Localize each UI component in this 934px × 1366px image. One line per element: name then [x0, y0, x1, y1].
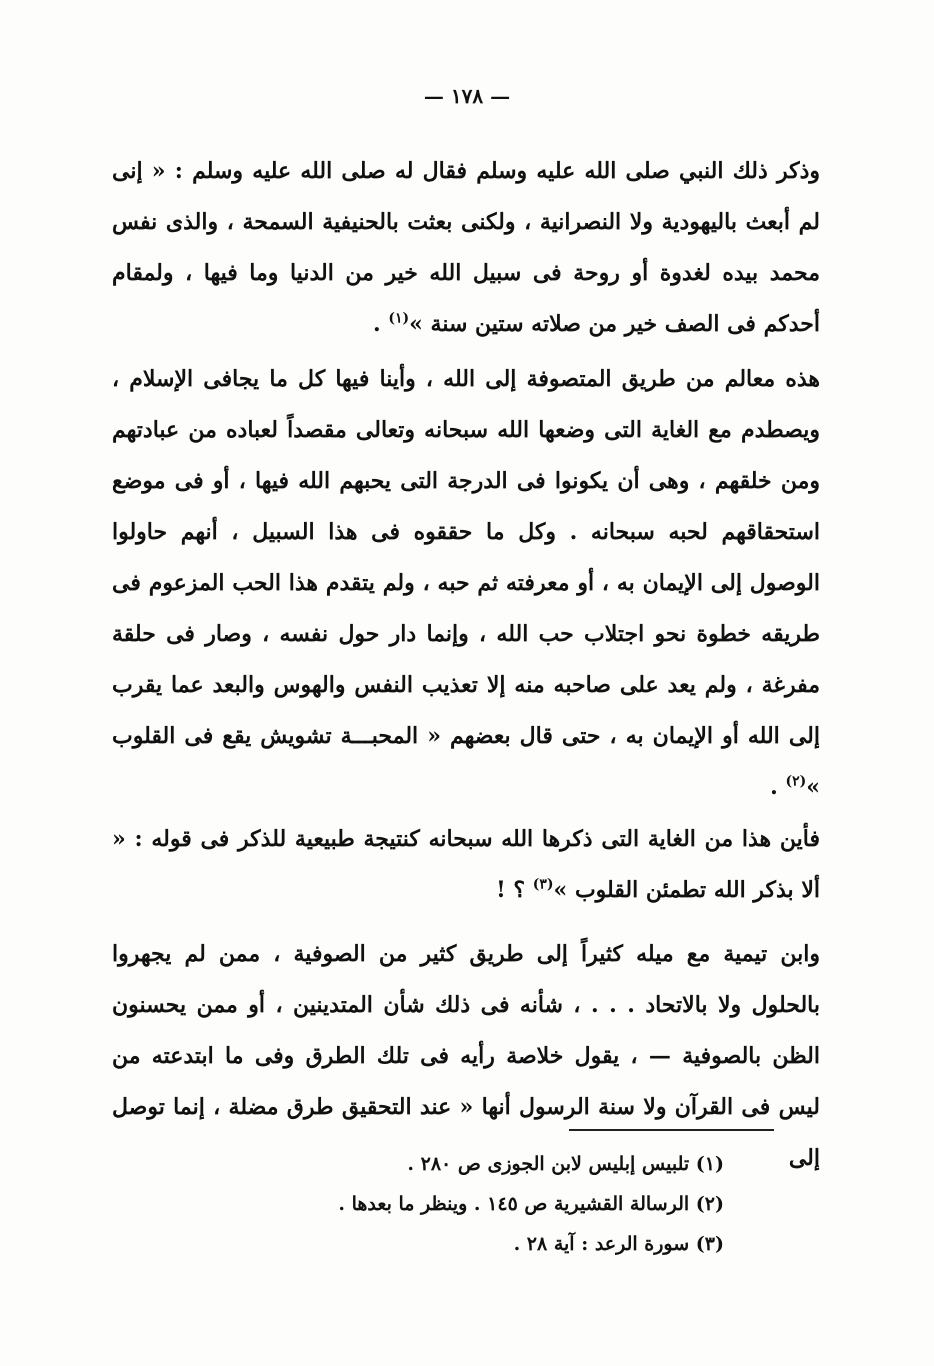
paragraph-3: [112, 814, 820, 916]
paragraph-tail: ؟ !: [496, 877, 533, 903]
footnote-ref: (٣): [532, 876, 554, 893]
footnote-1: (١) تلبيس إبليس لابن الجوزى ص ٢٨٠ .: [407, 1153, 724, 1175]
footnote-ref: (٢): [785, 773, 807, 790]
paragraph-1: [112, 146, 820, 350]
paragraph-text: فأين هذا من الغاية التى ذكرها الله سبحانه كنتيجة طبيعية للذكر فى قوله : « ألا بذكر الله تطمئن القلوب »: [112, 826, 820, 903]
paragraph-tail: .: [373, 311, 389, 337]
paragraph-text: وذكر ذلك النبي صلى الله عليه وسلم فقال له صلى الله عليه وسلم : « إنى لم أبعث باليهودية ولا النصرانية ، ولكنى بعثت بالحنيفية السمحة ، والذى نفس محمد بيده لغدوة أو روحة فى سبيل الله خير من الدنيا وما فيها ، ولمقام أحدكم فى الصف خير من صلاته ستين سنة »: [112, 158, 820, 337]
page-number: — ١٧٨ —: [423, 84, 511, 108]
footnotes: [250, 1144, 724, 1264]
paragraph-tail: .: [770, 774, 786, 800]
paragraph-text: وابن تيمية مع ميله كثيراً إلى طريق كثير من الصوفية ، ممن لم يجهروا بالحلول ولا بالاتحاد . . . ، شأنه فى ذلك شأن المتدينين ، أو ممن يحسنون الظن بالصوفية — ، يقول خلاصة رأيه فى تلك الطرق وفى ما ابتدعته من ليس فى القرآن ولا سنة الرسول أنها « عند التحقيق طرق مضلة ، إنما توصل إلى: [112, 941, 820, 1171]
paragraph-2: [112, 354, 820, 813]
footnote-2: (٢) الرسالة القشيرية ص ١٤٥ . وينظر ما بعدها .: [338, 1193, 724, 1215]
footnote-3: (٣) سورة الرعد : آية ٢٨ .: [513, 1233, 724, 1255]
footnote-ref: (١): [388, 310, 410, 327]
footnote-divider: [569, 1129, 774, 1131]
paragraph-text: هذه معالم من طريق المتصوفة إلى الله ، وأينا فيها كل ما يجافى الإسلام ، ويصطدم مع الغاية التى وضعها الله سبحانه وتعالى مقصداً لعباده من عبادتهم ومن خلقهم ، وهى أن يكونوا فى الدرجة التى يحبهم الله فيها ، أو فى موضع استحقاقهم لحبه سبحانه . وكل ما حققوه فى هذا السبيل ، أنهم حاولوا الوصول إلى الإيمان به ، أو معرفته ثم حبه ، ولم يتقدم هذا الحب المزعوم فى طريقه خطوة نحو اجتلاب حب الله ، وإنما دار حول نفسه ، وصار فى حلقة مفرغة ، ولم يعد على صاحبه منه إلا تعذيب النفس والهوس والبعد عما يقرب إلى الله أو الإيمان به ، حتى قال بعضهم « المحبـــة تشويش يقع فى القلوب »: [112, 366, 820, 800]
